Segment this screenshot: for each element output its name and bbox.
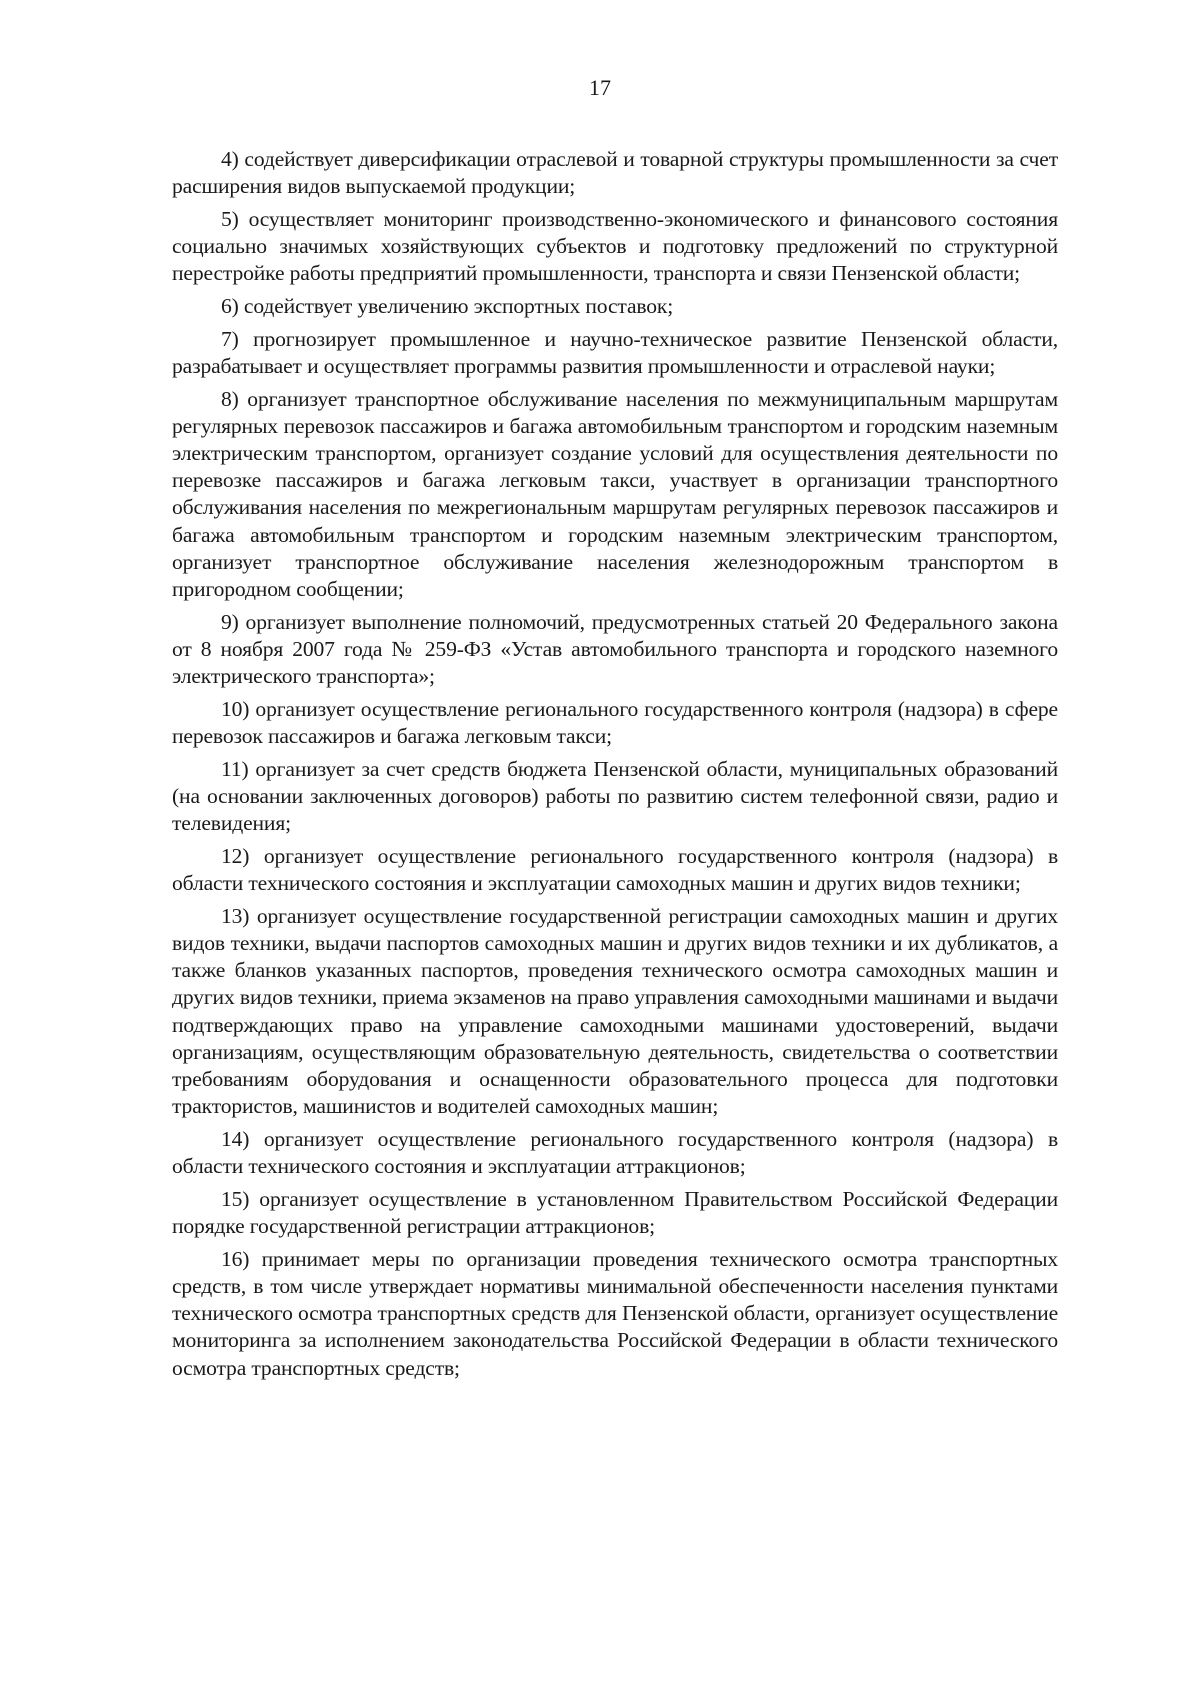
paragraph-item-5: 5) осуществляет мониторинг производственно-экономического и финансового состояния социально значимых хозяйствующих субъектов и подготовку предложений по структурной перестройке работы предприятий промышленности, транспорта и связи Пензенской области; bbox=[172, 206, 1058, 286]
paragraph-item-10: 10) организует осуществление регионального государственного контроля (надзора) в сфере перевозок пассажиров и багажа легковым такси; bbox=[172, 696, 1058, 749]
paragraph-item-16: 16) принимает меры по организации проведения технического осмотра транспортных средств, в том числе утверждает нормативы минимальной обеспеченности населения пунктами технического осмотра транспортных средств для Пензенской области, организует осуществление мониторинга за исполнением законодательства Российской Федерации в области технического осмотра транспортных средств; bbox=[172, 1246, 1058, 1380]
paragraph-item-8: 8) организует транспортное обслуживание населения по межмуниципальным маршрутам регулярных перевозок пассажиров и багажа автомобильным транспортом и городским наземным электрическим транспортом, организует создание условий для осуществления деятельности по перевозке пассажиров и багажа легковым такси, участвует в организации транспортного обслуживания населения по межрегиональным маршрутам регулярных перевозок пассажиров и багажа автомобильным транспортом и городским наземным электрическим транспортом, организует транспортное обслуживание населения железнодорожным транспортом в пригородном сообщении; bbox=[172, 386, 1058, 602]
paragraph-item-7: 7) прогнозирует промышленное и научно-техническое развитие Пензенской области, разрабатывает и осуществляет программы развития промышленности и отраслевой науки; bbox=[172, 326, 1058, 378]
paragraph-item-13: 13) организует осуществление государственной регистрации самоходных машин и других видов техники, выдачи паспортов самоходных машин и других видов техники и их дубликатов, а также бланков указанных паспортов, проведения технического осмотра самоходных машин и других видов техники, приема экзаменов на право управления самоходными машинами и выдачи подтверждающих право на управление самоходными машинами удостоверений, выдачи организациям, осуществляющим образовательную деятельность, свидетельства о соответствии требованиям оборудования и оснащенности образовательного процесса для подготовки трактористов, машинистов и водителей самоходных машин; bbox=[172, 903, 1058, 1119]
paragraph-item-12: 12) организует осуществление регионального государственного контроля (надзора) в области технического состояния и эксплуатации самоходных машин и других видов техники; bbox=[172, 843, 1058, 896]
body-text bbox=[172, 146, 1058, 1387]
page-number: 17 bbox=[589, 75, 611, 100]
paragraph-item-4: 4) содействует диверсификации отраслевой и товарной структуры промышленности за счет расширения видов выпускаемой продукции; bbox=[172, 147, 1058, 199]
paragraph-item-11: 11) организует за счет средств бюджета Пензенской области, муниципальных образований (на основании заключенных договоров) работы по развитию систем телефонной связи, радио и телевидения; bbox=[172, 756, 1058, 836]
paragraph-item-9: 9) организует выполнение полномочий, предусмотренных статьей 20 Федерального закона от 8 ноября 2007 года № 259-ФЗ «Устав автомобильного транспорта и городского наземного электрического транспорта»; bbox=[172, 609, 1058, 689]
paragraph-item-14: 14) организует осуществление регионального государственного контроля (надзора) в области технического состояния и эксплуатации аттракционов; bbox=[172, 1126, 1058, 1179]
paragraph-item-15: 15) организует осуществление в установленном Правительством Российской Федерации порядке государственной регистрации аттракционов; bbox=[172, 1186, 1058, 1239]
paragraph-item-6: 6) содействует увеличению экспортных поставок; bbox=[221, 294, 674, 319]
